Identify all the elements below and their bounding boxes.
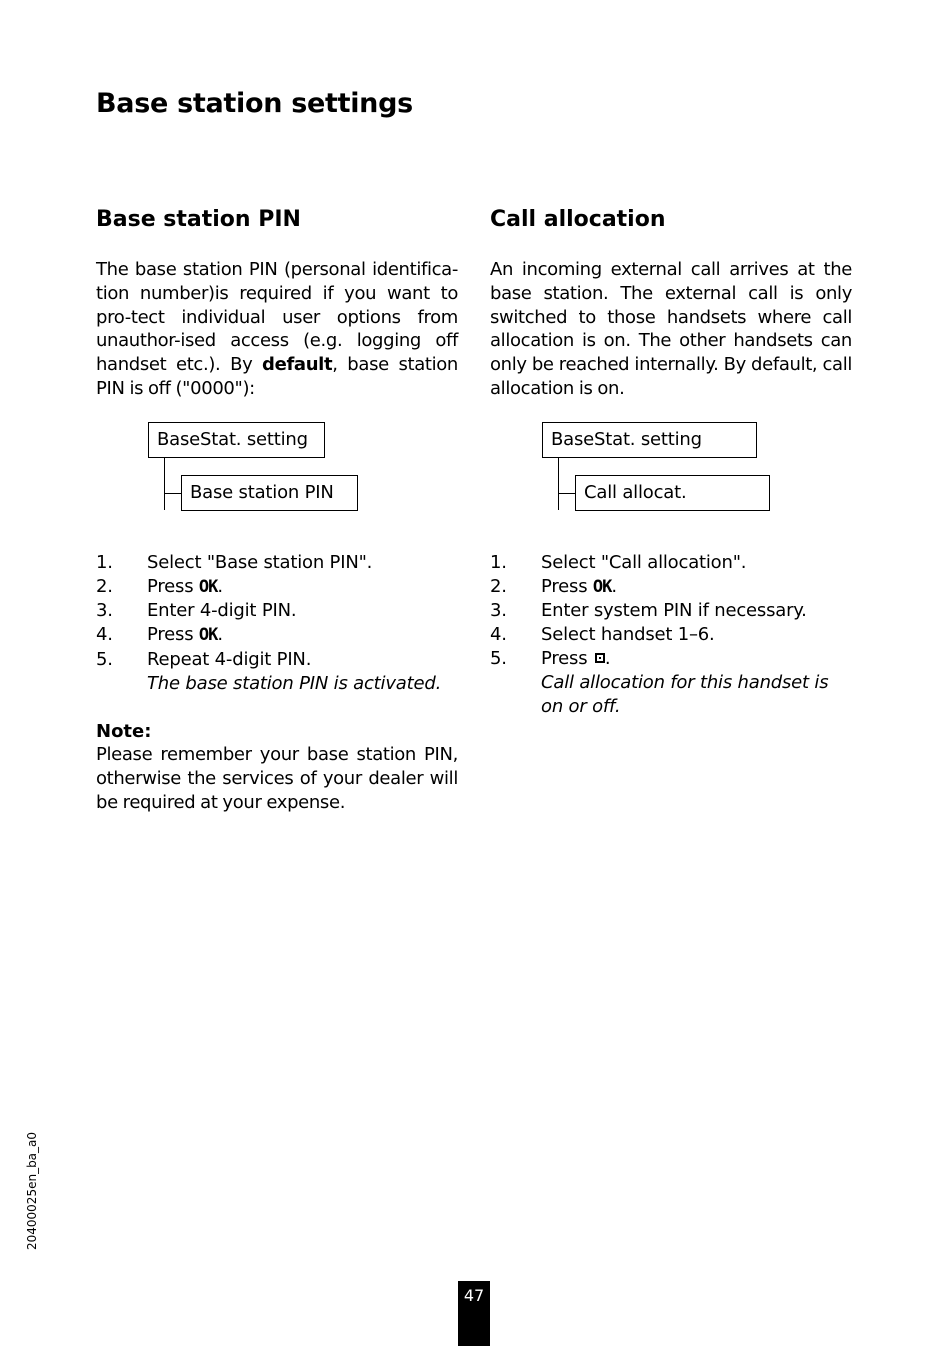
step-text bbox=[147, 575, 458, 600]
ok-key-icon: OK bbox=[198, 576, 218, 597]
intro-text-end: , base station PIN is off ("0000"): bbox=[96, 354, 458, 399]
step-item bbox=[96, 599, 458, 623]
step-text-part: . bbox=[217, 575, 223, 597]
page-number: 47 bbox=[458, 1281, 490, 1346]
step-item bbox=[490, 599, 852, 623]
step-item bbox=[490, 623, 852, 647]
step-number: 2. bbox=[490, 575, 507, 597]
step-number: 4. bbox=[490, 624, 507, 646]
menu-path-diagram bbox=[542, 422, 852, 526]
step-number: 1. bbox=[490, 551, 507, 573]
step-item bbox=[96, 623, 458, 648]
step-text-part: Press bbox=[147, 624, 199, 646]
menu-box-call-allocat: Call allocat. bbox=[575, 475, 770, 511]
base-station-pin-section bbox=[96, 206, 458, 815]
step-text: Select "Call allocation". bbox=[541, 551, 747, 573]
step-item bbox=[490, 551, 852, 575]
menu-box-base-station-pin: Base station PIN bbox=[181, 475, 358, 511]
call-allocation-section bbox=[490, 206, 852, 718]
step-item bbox=[96, 551, 458, 575]
steps-list bbox=[490, 551, 852, 719]
menu-connector-vertical bbox=[558, 458, 559, 510]
menu-connector-horizontal bbox=[558, 493, 575, 494]
step-text: Repeat 4-digit PIN. bbox=[147, 648, 312, 670]
step-number: 5. bbox=[96, 648, 113, 670]
step-number: 5. bbox=[490, 647, 507, 669]
call-allocation-intro: An incoming external call arrives at the base station. The external call is only switched to those handsets where call allocation is on. The other handsets can only be reached internally. By default, call allocation is on. bbox=[490, 259, 852, 399]
step-text-part: Press bbox=[541, 575, 593, 597]
menu-path-diagram bbox=[148, 422, 458, 526]
step-result: Call allocation for this handset is on or off. bbox=[541, 671, 829, 717]
step-item bbox=[96, 648, 458, 672]
step-item bbox=[490, 647, 852, 671]
step-text bbox=[541, 575, 852, 600]
step-number: 3. bbox=[490, 600, 507, 622]
square-key-icon bbox=[595, 653, 605, 663]
step-number: 4. bbox=[96, 624, 113, 646]
step-text: Select "Base station PIN". bbox=[147, 551, 373, 573]
step-result: The base station PIN is activated. bbox=[147, 672, 442, 694]
step-number: 2. bbox=[96, 575, 113, 597]
menu-connector-horizontal bbox=[164, 493, 181, 494]
step-text: Enter system PIN if necessary. bbox=[541, 600, 807, 622]
ok-key-icon: OK bbox=[198, 625, 218, 646]
base-station-pin-intro bbox=[96, 258, 458, 401]
step-text bbox=[541, 647, 852, 671]
menu-box-basestat-setting: BaseStat. setting bbox=[148, 422, 325, 458]
section-title-call-allocation: Call allocation bbox=[490, 207, 666, 232]
note-label: Note: bbox=[96, 720, 152, 742]
step-text-part: . bbox=[611, 575, 617, 597]
step-text: Enter 4-digit PIN. bbox=[147, 600, 297, 622]
menu-box-basestat-setting: BaseStat. setting bbox=[542, 422, 757, 458]
intro-bold-default: default bbox=[262, 354, 333, 376]
step-text-part: . bbox=[217, 624, 223, 646]
document-code: 20400025en_ba_a0 bbox=[25, 1131, 39, 1250]
step-text-part: . bbox=[604, 647, 611, 669]
step-text bbox=[147, 623, 458, 648]
step-text-part: Press bbox=[541, 647, 593, 669]
step-number: 3. bbox=[96, 600, 113, 622]
step-number: 1. bbox=[96, 551, 113, 573]
ok-key-icon: OK bbox=[592, 576, 612, 597]
section-title-base-station-pin: Base station PIN bbox=[96, 207, 301, 232]
step-text-part: Press bbox=[147, 575, 199, 597]
step-text: Select handset 1–6. bbox=[541, 624, 715, 646]
step-item bbox=[96, 575, 458, 600]
note-text: Please remember your base station PIN, otherwise the services of your dealer will be required at your expense. bbox=[96, 744, 458, 813]
page-title: Base station settings bbox=[96, 88, 413, 119]
intro-text: The base station PIN (personal identifica-tion number)is required if you want to pro-tect individual user options from unauthor-ised access (e.g. logging off handset etc.). By bbox=[96, 259, 458, 376]
steps-list bbox=[96, 551, 458, 696]
step-item bbox=[490, 575, 852, 600]
menu-connector-vertical bbox=[164, 458, 165, 510]
